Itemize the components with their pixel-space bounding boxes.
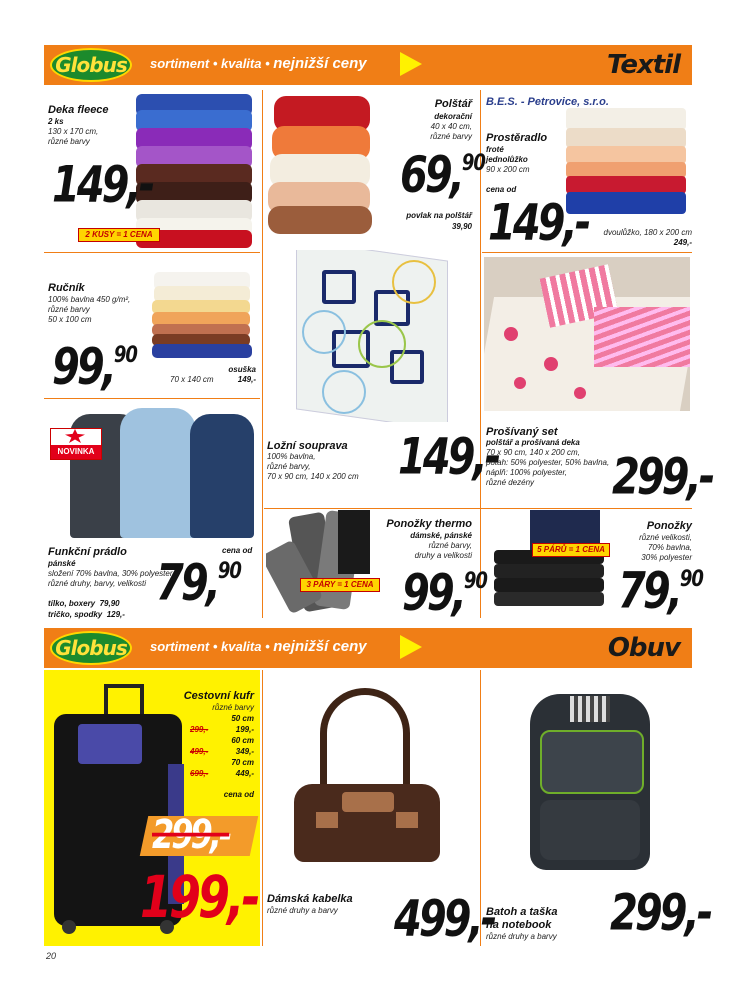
product-name: Batoh a taška — [486, 906, 558, 918]
product-desc: potah: 50% polyester, 50% bavlna, — [486, 458, 610, 467]
novinka-badge — [50, 428, 102, 460]
price: 69,90 — [400, 146, 485, 204]
old-price: 299,- — [190, 725, 209, 734]
globus-logo: Globus — [50, 48, 132, 82]
socks-image — [490, 510, 610, 614]
novinka-label: NOVINKA — [51, 445, 101, 459]
product-note: povlak na polštář — [406, 211, 472, 220]
globus-logo: Globus — [50, 631, 132, 665]
price: 149,- — [398, 428, 499, 486]
size-price: 449,- — [235, 769, 254, 778]
product-note-price: 39,90 — [451, 222, 472, 231]
product-name: Ručník — [48, 282, 85, 294]
divider — [262, 670, 263, 946]
bedding-set-image — [282, 250, 458, 422]
product-sub: polštář a prošívaná deka — [486, 438, 580, 447]
product-desc: 70 x 90 cm, 140 x 200 cm, — [486, 448, 580, 457]
backpack-image — [520, 690, 660, 876]
size-price: 349,- — [235, 747, 254, 756]
product-desc: různé barvy, — [428, 541, 472, 550]
promo-sticker: 3 PÁRY = 1 CENA — [300, 578, 380, 592]
product-desc: různé barvy — [212, 703, 254, 712]
divider — [262, 90, 263, 618]
price: 199,- — [140, 863, 258, 931]
product-qty: 2 ks — [48, 117, 64, 126]
product-desc: 70 x 90 cm, 140 x 200 cm — [267, 472, 359, 481]
price: 149,- — [488, 194, 589, 252]
product-desc: 130 x 170 cm, — [48, 127, 99, 136]
arrow-icon — [400, 52, 422, 76]
product-desc: různé barvy, — [267, 462, 311, 471]
divider — [44, 398, 260, 399]
product-sub: froté — [486, 145, 504, 154]
pillows-image — [266, 92, 382, 242]
product-desc: složení 70% bavlna, 30% polyester, — [48, 569, 175, 578]
product-desc: 30% polyester — [641, 553, 692, 562]
product-desc: 100% bavlna 450 g/m², — [48, 295, 131, 304]
product-sub: jednolůžko — [486, 155, 528, 164]
cena-od: cena od — [223, 790, 254, 799]
product-name: Cestovní kufr — [183, 690, 254, 702]
product-name: Funkční prádlo — [48, 546, 127, 558]
brand-logo: B.E.S. - Petrovice, s.r.o. — [486, 96, 609, 108]
product-sub: dekorační — [434, 112, 472, 121]
size-price: 199,- — [235, 725, 254, 734]
old-price: 299,- — [152, 810, 230, 858]
product-note: dvoulůžko, 180 x 200 cm — [603, 228, 692, 237]
quilted-set-image — [484, 257, 690, 411]
extra-price-row: tričko, spodky 129,- — [48, 610, 125, 619]
product-name: Prošívaný set — [486, 426, 558, 438]
product-name: Ponožky thermo — [386, 518, 472, 530]
promo-sticker: 5 PÁRŮ = 1 CENA — [532, 543, 610, 557]
product-desc: různé barvy — [430, 132, 472, 141]
tagline: sortiment • kvalita • nejnižší ceny — [150, 55, 367, 72]
product-desc: 40 x 40 cm, — [430, 122, 472, 131]
size: 50 cm — [231, 714, 254, 723]
product-note-price: 149,- — [237, 375, 256, 384]
product-sub: dámské, pánské — [410, 531, 472, 540]
product-name: na notebook — [486, 919, 552, 931]
product-desc: druhy a velikosti — [414, 551, 472, 560]
product-name: Deka fleece — [48, 104, 109, 116]
price: 79,90 — [618, 562, 703, 620]
product-desc: různé dezény — [486, 478, 535, 487]
product-desc: 100% bavlna, — [267, 452, 316, 461]
product-note: 70 x 140 cm — [170, 375, 214, 384]
size: 70 cm — [231, 758, 254, 767]
handbag-image — [290, 688, 444, 870]
product-desc: různé velikosti, — [639, 533, 692, 542]
product-name: Ponožky — [646, 520, 692, 532]
towels-image — [150, 272, 256, 362]
fleece-blankets-image — [136, 92, 252, 248]
product-desc: různé druhy a barvy — [267, 906, 338, 915]
tagline: sortiment • kvalita • nejnižší ceny — [150, 638, 367, 655]
thermo-socks-image — [266, 508, 382, 616]
section-title-obuv: Obuv — [607, 633, 680, 663]
product-note-price: 249,- — [673, 238, 692, 247]
product-desc: různé druhy a barvy — [486, 932, 557, 941]
extra-price-row: tílko, boxery 79,90 — [48, 599, 120, 608]
product-desc: 50 x 100 cm — [48, 315, 92, 324]
divider — [44, 252, 260, 253]
price: 299,- — [610, 884, 711, 942]
obuv-header-band — [44, 628, 692, 668]
product-name: Polštář — [434, 98, 472, 110]
divider — [482, 252, 692, 253]
section-title-textil: Textil — [606, 50, 680, 80]
product-desc: 90 x 200 cm — [486, 165, 530, 174]
product-desc: náplň: 100% polyester, — [486, 468, 567, 477]
price: 499,- — [394, 890, 495, 948]
arrow-icon — [400, 635, 422, 659]
price: 299,- — [612, 448, 713, 506]
product-desc: různé barvy — [48, 305, 90, 314]
page-number: 20 — [46, 951, 57, 961]
price: 99,90 — [402, 564, 487, 622]
product-name: Ložní souprava — [267, 440, 348, 452]
product-sub: pánské — [48, 559, 76, 568]
old-price: 699,- — [190, 769, 209, 778]
textil-header-band — [44, 45, 692, 85]
product-note: osuška — [228, 365, 256, 374]
price: 99,90 — [52, 338, 137, 396]
cena-od: cena od — [486, 185, 517, 194]
product-name: Dámská kabelka — [267, 893, 353, 905]
old-price: 499,- — [190, 747, 209, 756]
size: 60 cm — [231, 736, 254, 745]
product-desc: různé barvy — [48, 137, 90, 146]
price: 149,- — [52, 156, 153, 214]
product-desc: 70% bavlna, — [647, 543, 692, 552]
product-name: Prostěradlo — [486, 132, 548, 144]
product-desc: různé druhy, barvy, velikosti — [48, 579, 146, 588]
cena-od: cena od — [222, 546, 253, 555]
promo-sticker: 2 KUSY = 1 CENA — [78, 228, 160, 242]
price: 79,90 — [156, 554, 241, 612]
